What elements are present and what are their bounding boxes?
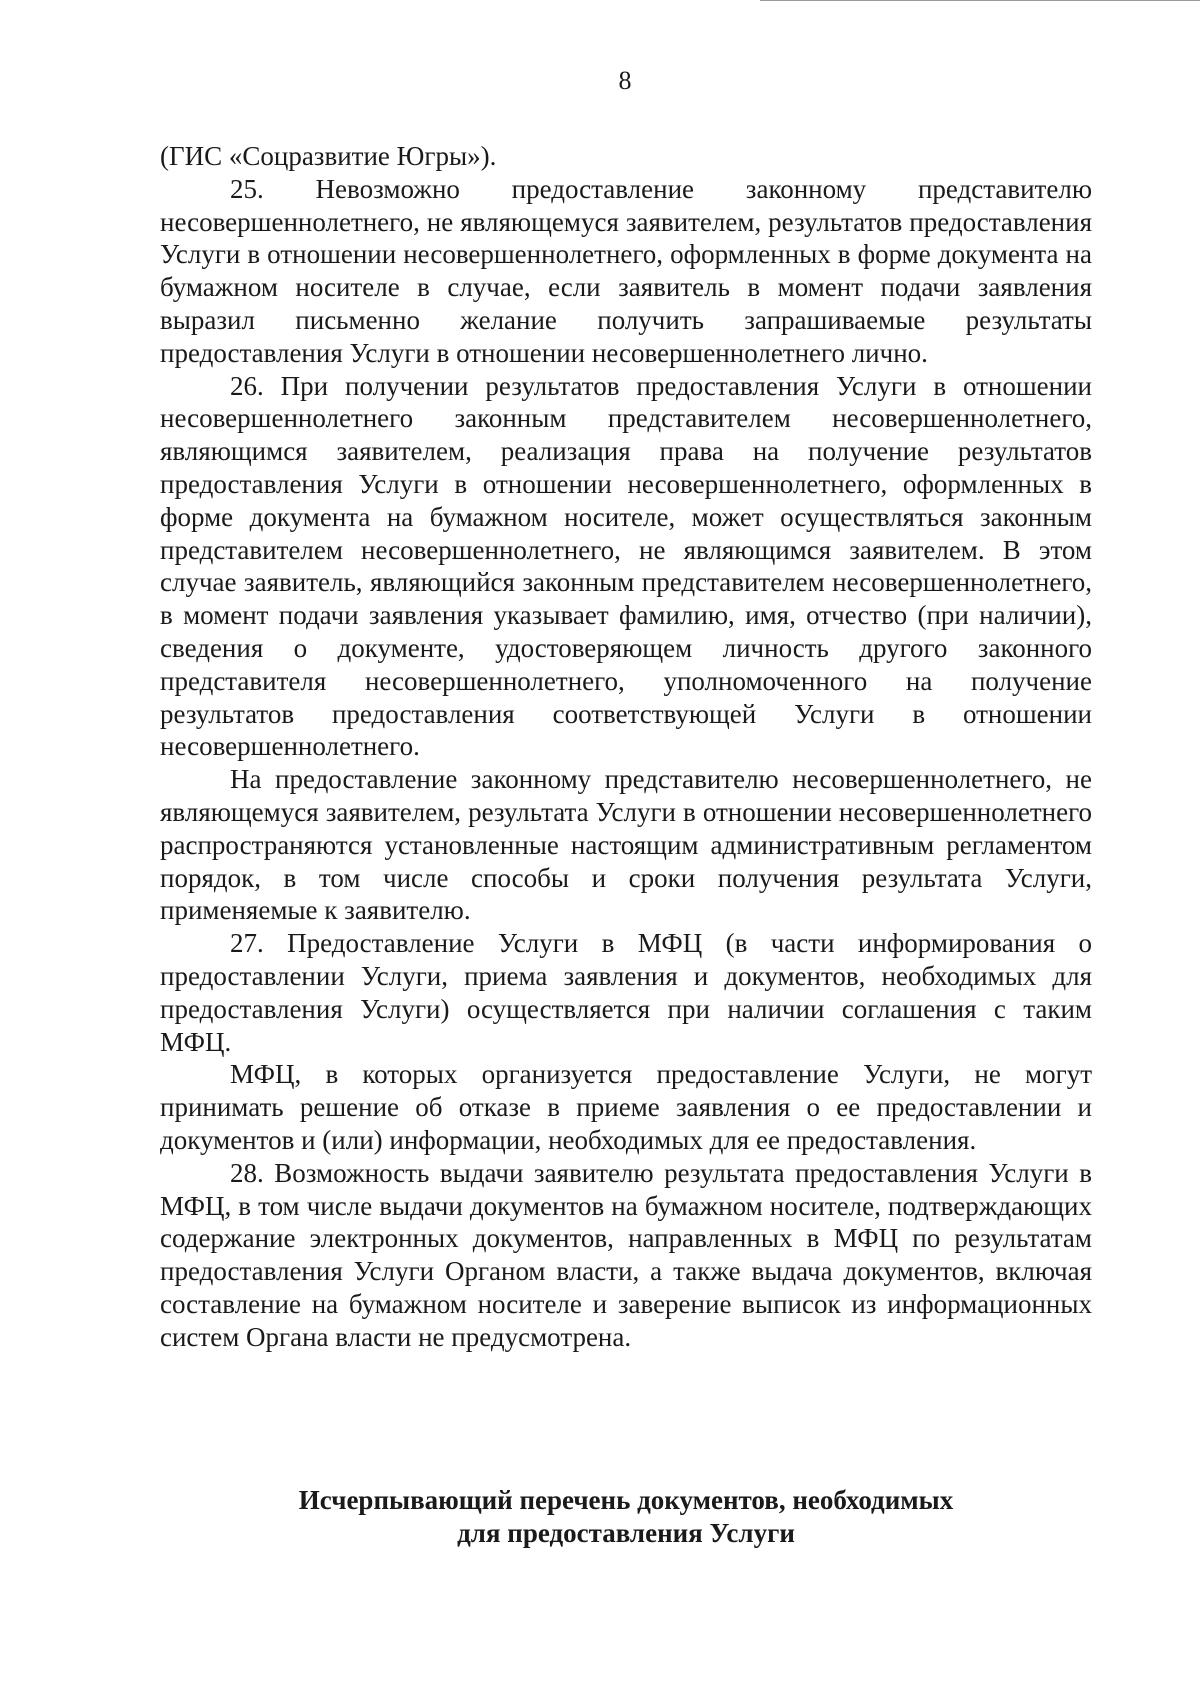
paragraph-26-note: На предоставление законному представителю несовершеннолетнего, не являющемуся заявителем, результата Услуги в отношении несовершеннолетнего распространяются установленные настоящим административным регламентом порядок, в том числе способы и сроки получения результата Услуги, применяемые к заявителю. — [160, 764, 1092, 926]
section-heading — [160, 1484, 1092, 1550]
paragraph-continuation: (ГИС «Соцразвитие Югры»). — [160, 141, 497, 171]
paragraph-27: 27. Предоставление Услуги в МФЦ (в части информирования о предоставлении Услуги, приема заявления и документов, необходимых для предоставления Услуги) осуществляется при наличии соглашения с таким МФЦ. — [160, 928, 1092, 1057]
page-number: 8 — [618, 66, 632, 95]
paragraph-25: 25. Невозможно предоставление законному представителю несовершеннолетнего, не являющемуся заявителем, результатов предоставления Услуги в отношении несовершеннолетнего, оформленных в форме документа на бумажном носителе в случае, если заявитель в момент подачи заявления выразил письменно желание получить запрашиваемые результаты предоставления Услуги в отношении несовершеннолетнего лично. — [160, 173, 1092, 368]
section-heading-line-1: Исчерпывающий перечень документов, необходимых — [298, 1485, 954, 1515]
section-heading-line-2: для предоставления Услуги — [457, 1517, 795, 1548]
paragraph-27-note: МФЦ, в которых организуется предоставление Услуги, не могут принимать решение об отказе в приеме заявления о ее предоставлении и документов и (или) информации, необходимых для ее предоставления. — [160, 1059, 1092, 1155]
scan-edge-line — [760, 0, 1200, 1]
paragraph-26: 26. При получении результатов предоставления Услуги в отношении несовершеннолетнего законным представителем несовершеннолетнего, являющимся заявителем, реализация права на получение результатов предоставления Услуги в отношении несовершеннолетнего, оформленных в форме документа на бумажном носителе, может осуществляться законным представителем несовершеннолетнего, не являющимся заявителем. В этом случае заявитель, являющийся законным представителем несовершеннолетнего, в момент подачи заявления указывает фамилию, имя, отчество (при наличии), сведения о документе, удостоверяющем личность другого законного представителя несовершеннолетнего, уполномоченного на получение результатов предоставления соответствующей Услуги в отношении несовершеннолетнего. — [160, 370, 1092, 762]
body-text — [160, 140, 1092, 1353]
paragraph-28: 28. Возможность выдачи заявителю результата предоставления Услуги в МФЦ, в том числе выдачи документов на бумажном носителе, подтверждающих содержание электронных документов, направленных в МФЦ по результатам предоставления Услуги Органом власти, а также выдача документов, включая составление на бумажном носителе и заверение выписок из информационных систем Органа власти не предусмотрена. — [160, 1157, 1092, 1352]
